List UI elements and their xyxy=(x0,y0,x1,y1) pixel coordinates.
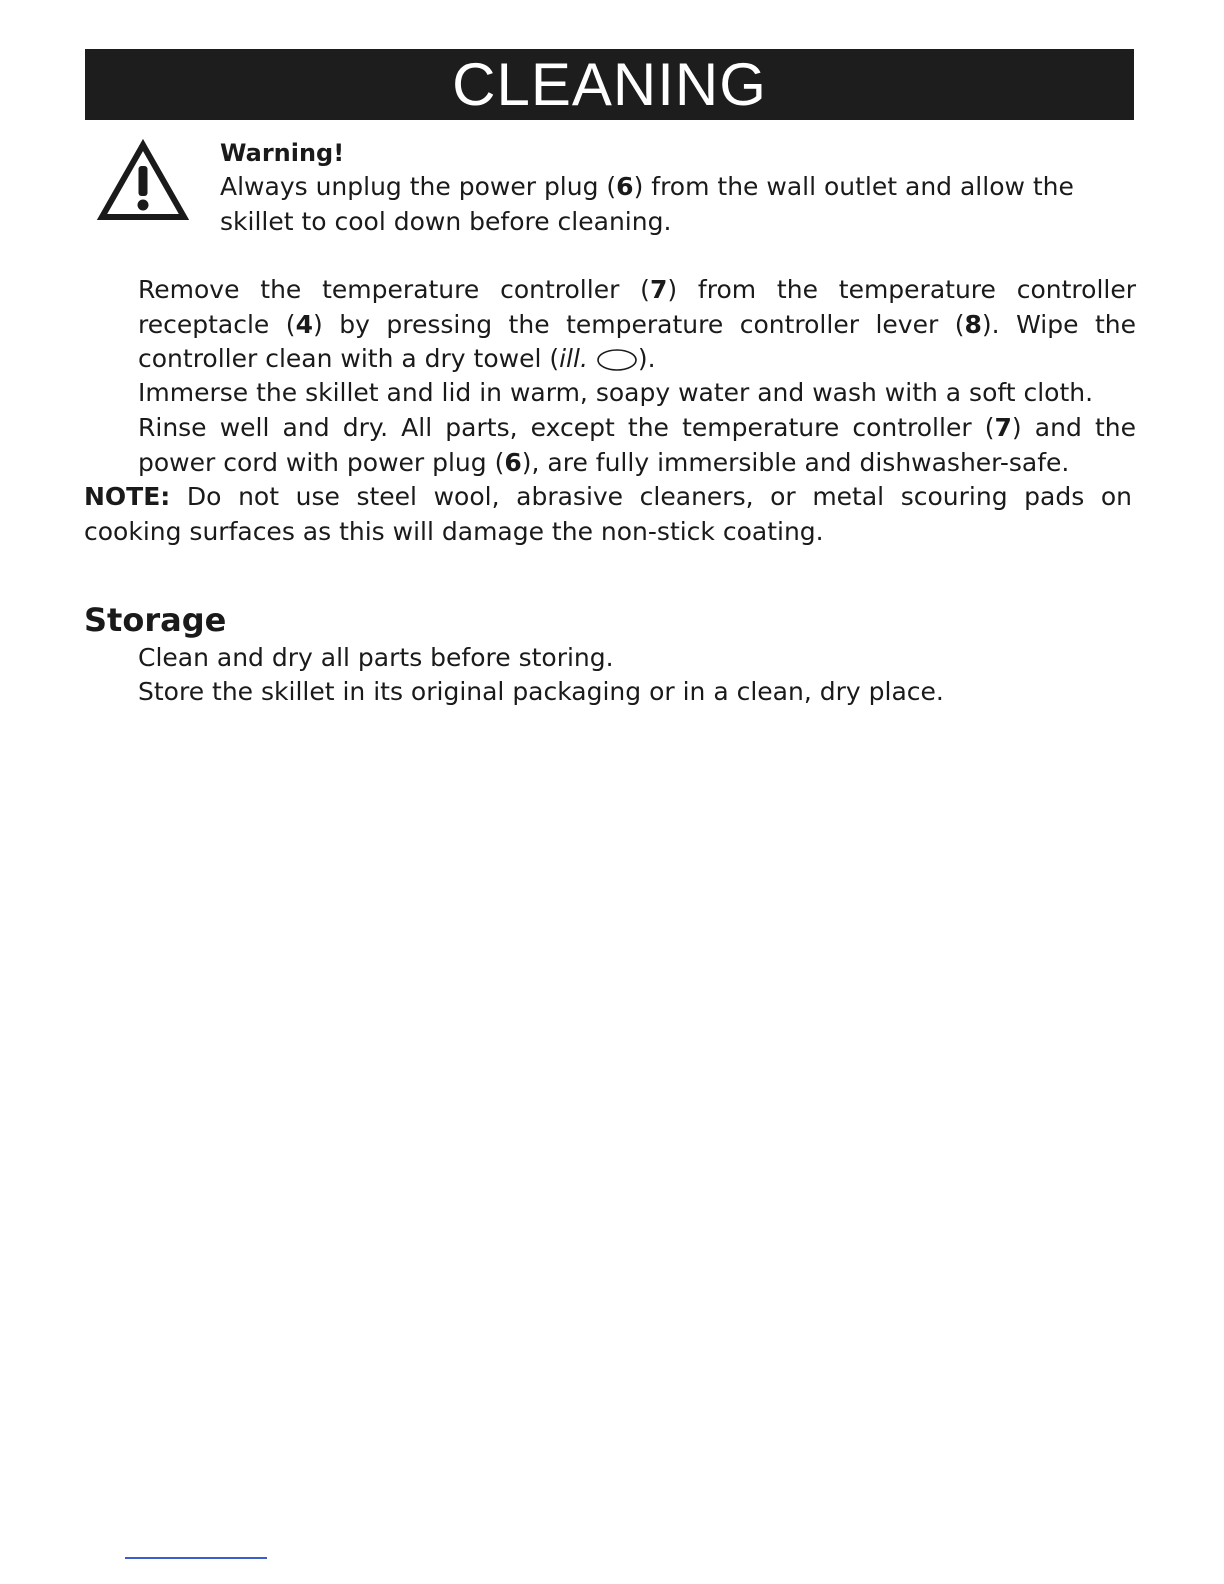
storage-step-clean: Clean and dry all parts before storing. xyxy=(138,643,614,672)
cleaning-step-remove-controller: Remove the temperature controller (7) from the temperature controller receptacle (4) by pressing the temperature controller lever (8). Wipe the controller clean with a dry towel (ill. ). xyxy=(138,275,1137,373)
cleaning-step-immerse: Immerse the skillet and lid in warm, soapy water and wash with a soft cloth. xyxy=(138,378,1094,407)
note-label: NOTE: xyxy=(84,482,171,511)
warning-triangle-icon xyxy=(96,138,190,222)
page-title: CLEANING xyxy=(85,49,1134,120)
cleaning-step-rinse: Rinse well and dry. All parts, except the temperature controller (7) and the power cord with power plug (6), are fully immersible and dishwasher-safe. xyxy=(138,413,1136,477)
note-paragraph: NOTE: Do not use steel wool, abrasive cleaners, or metal scouring pads on cooking surfaces as this will damage the non-stick coating. xyxy=(84,482,1132,546)
footer-rule xyxy=(125,1557,267,1559)
storage-heading: Storage xyxy=(84,601,227,639)
warning-heading: Warning! xyxy=(220,139,345,167)
illustration-ref-icon xyxy=(596,348,638,372)
warning-text: Always unplug the power plug (6) from the wall outlet and allow the skillet to cool down before cleaning. xyxy=(220,172,1074,236)
storage-step-store: Store the skillet in its original packaging or in a clean, dry place. xyxy=(138,677,944,706)
